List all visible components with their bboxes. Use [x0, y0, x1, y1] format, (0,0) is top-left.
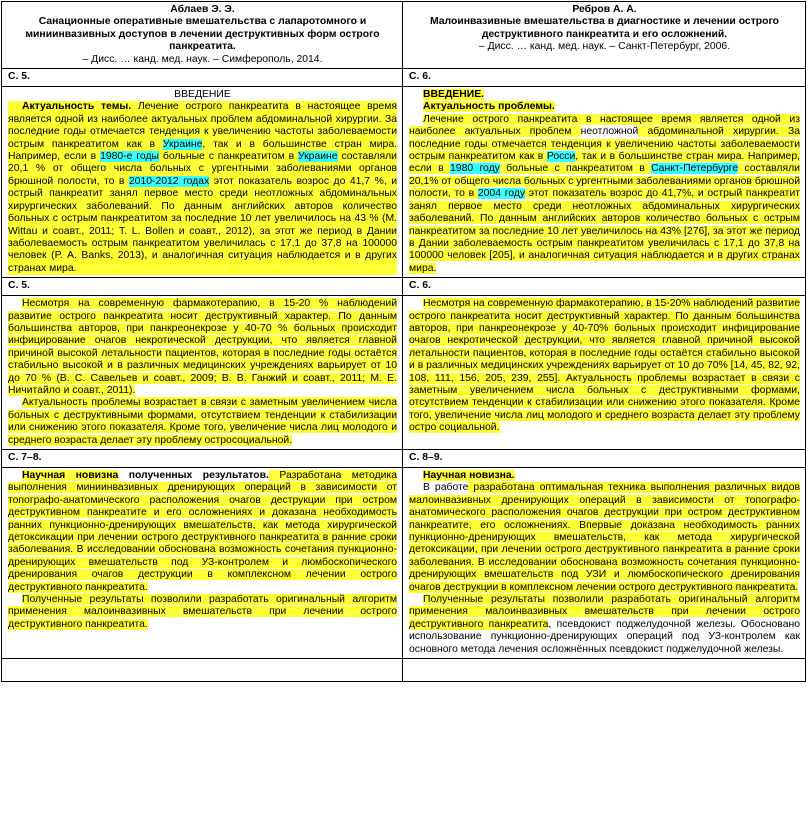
right-citation: – Дисс. … канд. мед. наук. – Санкт-Петербург, 2006. [478, 41, 731, 53]
left-novelty-label: Научная новизна [22, 470, 119, 481]
left-year-1: 1980-е годы [100, 151, 159, 163]
right-paragraph: Несмотря на современную фармакотерапию, в 15-20% наблюдений развитие острого панкреатита носит деструктивный характер. По данным большинства авторов, при панкреонекрозе у 40-70% больных происходит инфицирование очагов некротической деструкции, что является главной причиной высокой летальности пациентов, которая в последние годы остаётся стабильно высокой и в различных медицинских учреждениях варьирует от 10 до 70% [14, 45, 82, 92, 108, 111, 156, 205, 239, 255]. Актуальность проблемы возрастает в связи с заметным увеличением числа больных с деструктивными формами, отсутствием тенденции к стабилизации или снижению этого показателя. Кроме того, увеличение числа лиц молодого и среднего возраста делает эту проблему остро социальной. [409, 298, 800, 434]
left-country-1: Украине [162, 138, 203, 150]
right-page-ref: С. 6. [403, 69, 806, 87]
right-paragraph: разработана оптимальная техника выполнения различных видов малоинвазивных дренирующих операций в зависимости от топографо-анатомического расположения очагов деструкции при остром деструктивном панкреатите, его осложнениях. Впервые доказана необходимость ранних пункционно-дренирующих вмешательств, как метода хирургической детоксикации, при лечении острого деструктивного панкреатита в ранние сроки заболевания. В исследовании обоснована возможность сочетания пункционно-дренирующих вмешательств под УЗИ и люмбоскопического дренирования очагов деструкции в комплексном лечении острого деструктивного панкреатита. [409, 482, 800, 593]
right-page-ref: С. 8–9. [403, 450, 806, 468]
right-title: Малоинвазивные вмешательства в диагностике и лечении острого деструктивного панкреатита и его осложнений. [429, 16, 780, 40]
left-paragraph: Несмотря на современную фармакотерапию, в 15-20 % наблюдений развитие острого панкреатита носит деструктивный характер. По данным большинства авторов, при панкреонекрозе у 40-70 % больных происходит инфицирование очагов некротической деструкции, что является главной причиной высокой летальности пациентов, которая в последние годы остаётся стабильно высокой и в различных медицинских учреждениях варьирует от 10 до 70 % (В. С. Савельев и соавт., 2009; В. В. Ганжий и соавт., 2011; М. Е. Ничитайло и соавт., 2011). [8, 298, 397, 396]
left-page-ref: С. 5. [2, 69, 403, 87]
right-city: Санкт-Петербурге [651, 163, 739, 175]
right-text-part: , псевдокист поджелудочной железы. Обосновано использование пункционно-дренирующих операций под УЗ-контролем как основного метода лечения осложнённых псевдокист поджелудочной железы. [409, 618, 800, 655]
left-paragraph: Полученные результаты позволили разработать оригинальный алгоритм применения малоинвазивных вмешательств при лечении острого деструктивного панкреатита. [8, 594, 397, 630]
right-text-part: составляли 20,1% от общего числа больных с ургентными заболеваниями органов брюшной полости, то в [409, 163, 801, 200]
right-unmarked-word: неотложной [580, 126, 639, 138]
left-header [2, 2, 403, 69]
right-year-2: 2004 году [477, 188, 526, 200]
left-novelty-label-rest: полученных результатов. [118, 470, 269, 481]
right-text-cell [403, 87, 806, 278]
left-text-part: составляли 20,1 % от общего числа больных с ургентными заболеваниями органов брюшной полости, то в [8, 151, 397, 187]
comparison-table [1, 1, 806, 682]
right-text-cell [403, 296, 806, 450]
right-text-part: больные с панкреатитом в [499, 163, 652, 175]
text-row [2, 468, 806, 659]
right-paragraph: Полученные результаты позволили разработать оригинальный алгоритм применения малоинвазивных вмешательств при лечении острого деструктивного панкреатита [409, 594, 800, 630]
left-text-cell [2, 468, 403, 659]
right-text-part: , так и в большинстве стран мира. Например, если в [409, 151, 800, 175]
page-ref-row [2, 69, 806, 87]
right-page-ref: С. 6. [403, 278, 806, 296]
left-text-cell [2, 296, 403, 450]
left-text-part: больные с панкреатитом в [158, 151, 298, 163]
right-header [403, 2, 806, 69]
right-relevance-label-rest: проблемы. [495, 101, 555, 113]
right-intro-heading: ВВЕДЕНИЕ. [423, 89, 485, 101]
right-text-part: этот показатель возрос до 41,7%, и острый панкреатит занял первое место среди неотложных абдоминальных хирургических заболеваний. По данным английских авторов количество больных с острым панкреатитом за последние 10 лет увеличилось на 43% [276], за этот же период в Дании заболеваемость острым панкреатитом увеличилась с 17,1 до 37,8 на 100000 человек [205], и аналогичная ситуация наблюдается и в других странах мира. [409, 188, 801, 274]
left-relevance-label-rest: темы. [94, 101, 132, 113]
left-page-ref: С. 7–8. [2, 450, 403, 468]
right-country-1: Росси [546, 151, 576, 163]
right-novelty-label: Научная новизна. [423, 470, 515, 481]
left-title: Санационные оперативные вмешательства с лапаротомного и миниинвазивных доступов в лечении деструктивных форм острого панкреатита. [25, 16, 380, 53]
right-text-part: абдоминальной хирургии. За последние годы отмечается тенденция к увеличению частоты заболеваемости острым панкреатитом как в [409, 126, 801, 163]
left-year-2: 2010-2012 годах [128, 175, 210, 187]
left-text-part: , так и в большинстве стран мира. Например, если в [8, 138, 398, 163]
header-row [2, 2, 806, 69]
right-text-cell [403, 468, 806, 659]
left-page-ref: С. 5. [2, 278, 403, 296]
right-text-part: В работе [423, 482, 469, 494]
text-row [2, 296, 806, 450]
left-relevance-label: Актуальность [22, 101, 95, 113]
text-row [2, 87, 806, 278]
left-country-2: Украине [298, 151, 338, 163]
right-year-1: 1980 году [450, 163, 500, 175]
left-author: Аблаев Э. Э. [170, 4, 235, 15]
left-intro-heading: ВВЕДЕНИЕ [174, 89, 231, 101]
left-text-part: Лечение острого панкреатита в настоящее время является одной из наиболее актуальных проблем абдоминальной хирургии. За последние годы отмечается тенденция к увеличению частоты заболеваемости острым панкреатитом как в [8, 101, 397, 150]
right-author: Ребров А. А. [572, 4, 637, 15]
page-ref-row [2, 278, 806, 296]
left-text-part: этот показатель возрос до 41,7 %, и острый панкреатит занял первое место среди неотложных абдоминальных хирургических заболеваний. По данным английских авторов количество больных с острым панкреатитом за последние 10 лет увеличилось на 43 % (M. Wittau и соавт., 2011; T. L. Bollen и соавт., 2012), за этот же период в Дании заболеваемость острым панкреатитом увеличилась с 17,1 до 37,8 на 100000 человек (P. A. Banks, 2013), и аналогичная ситуация наблюдается и в других странах мира. [8, 175, 397, 274]
right-relevance-label: Актуальность [423, 101, 496, 113]
right-text-part: Лечение острого панкреатита в настоящее время является одной из наиболее актуальных проблем [409, 113, 800, 138]
left-citation: – Дисс. … канд. мед. наук. – Симферополь, 2014. [82, 53, 323, 65]
left-paragraph: Разработана методика выполнения миниинвазивных дренирующих операций в зависимости от топографо-анатомического расположения очагов деструкции при остром деструктивном панкреатите и его осложнениях и доказана необходимость ранних пункционно-дренирующих вмешательств, как метода хирургической детоксикации при лечении острого деструктивного панкреатита в ранние сроки заболевания. В исследовании обоснована возможность сочетания пункционно-дренирующих вмешательств под УЗ-контролем и люмбоскопического дренирования очагов деструкции в комплексном лечении острого деструктивного панкреатита. [8, 470, 397, 593]
left-paragraph: Актуальность проблемы возрастает в связи с заметным увеличением числа больных с деструктивными формами, отсутствием тенденции к стабилизации или снижению этого показателя. Кроме того, увеличение числа лиц молодого и среднего возраста делает эту проблему остросоциальной. [8, 397, 397, 446]
left-text-cell [2, 87, 403, 278]
page-ref-row [2, 450, 806, 468]
trailing-row [2, 659, 806, 682]
